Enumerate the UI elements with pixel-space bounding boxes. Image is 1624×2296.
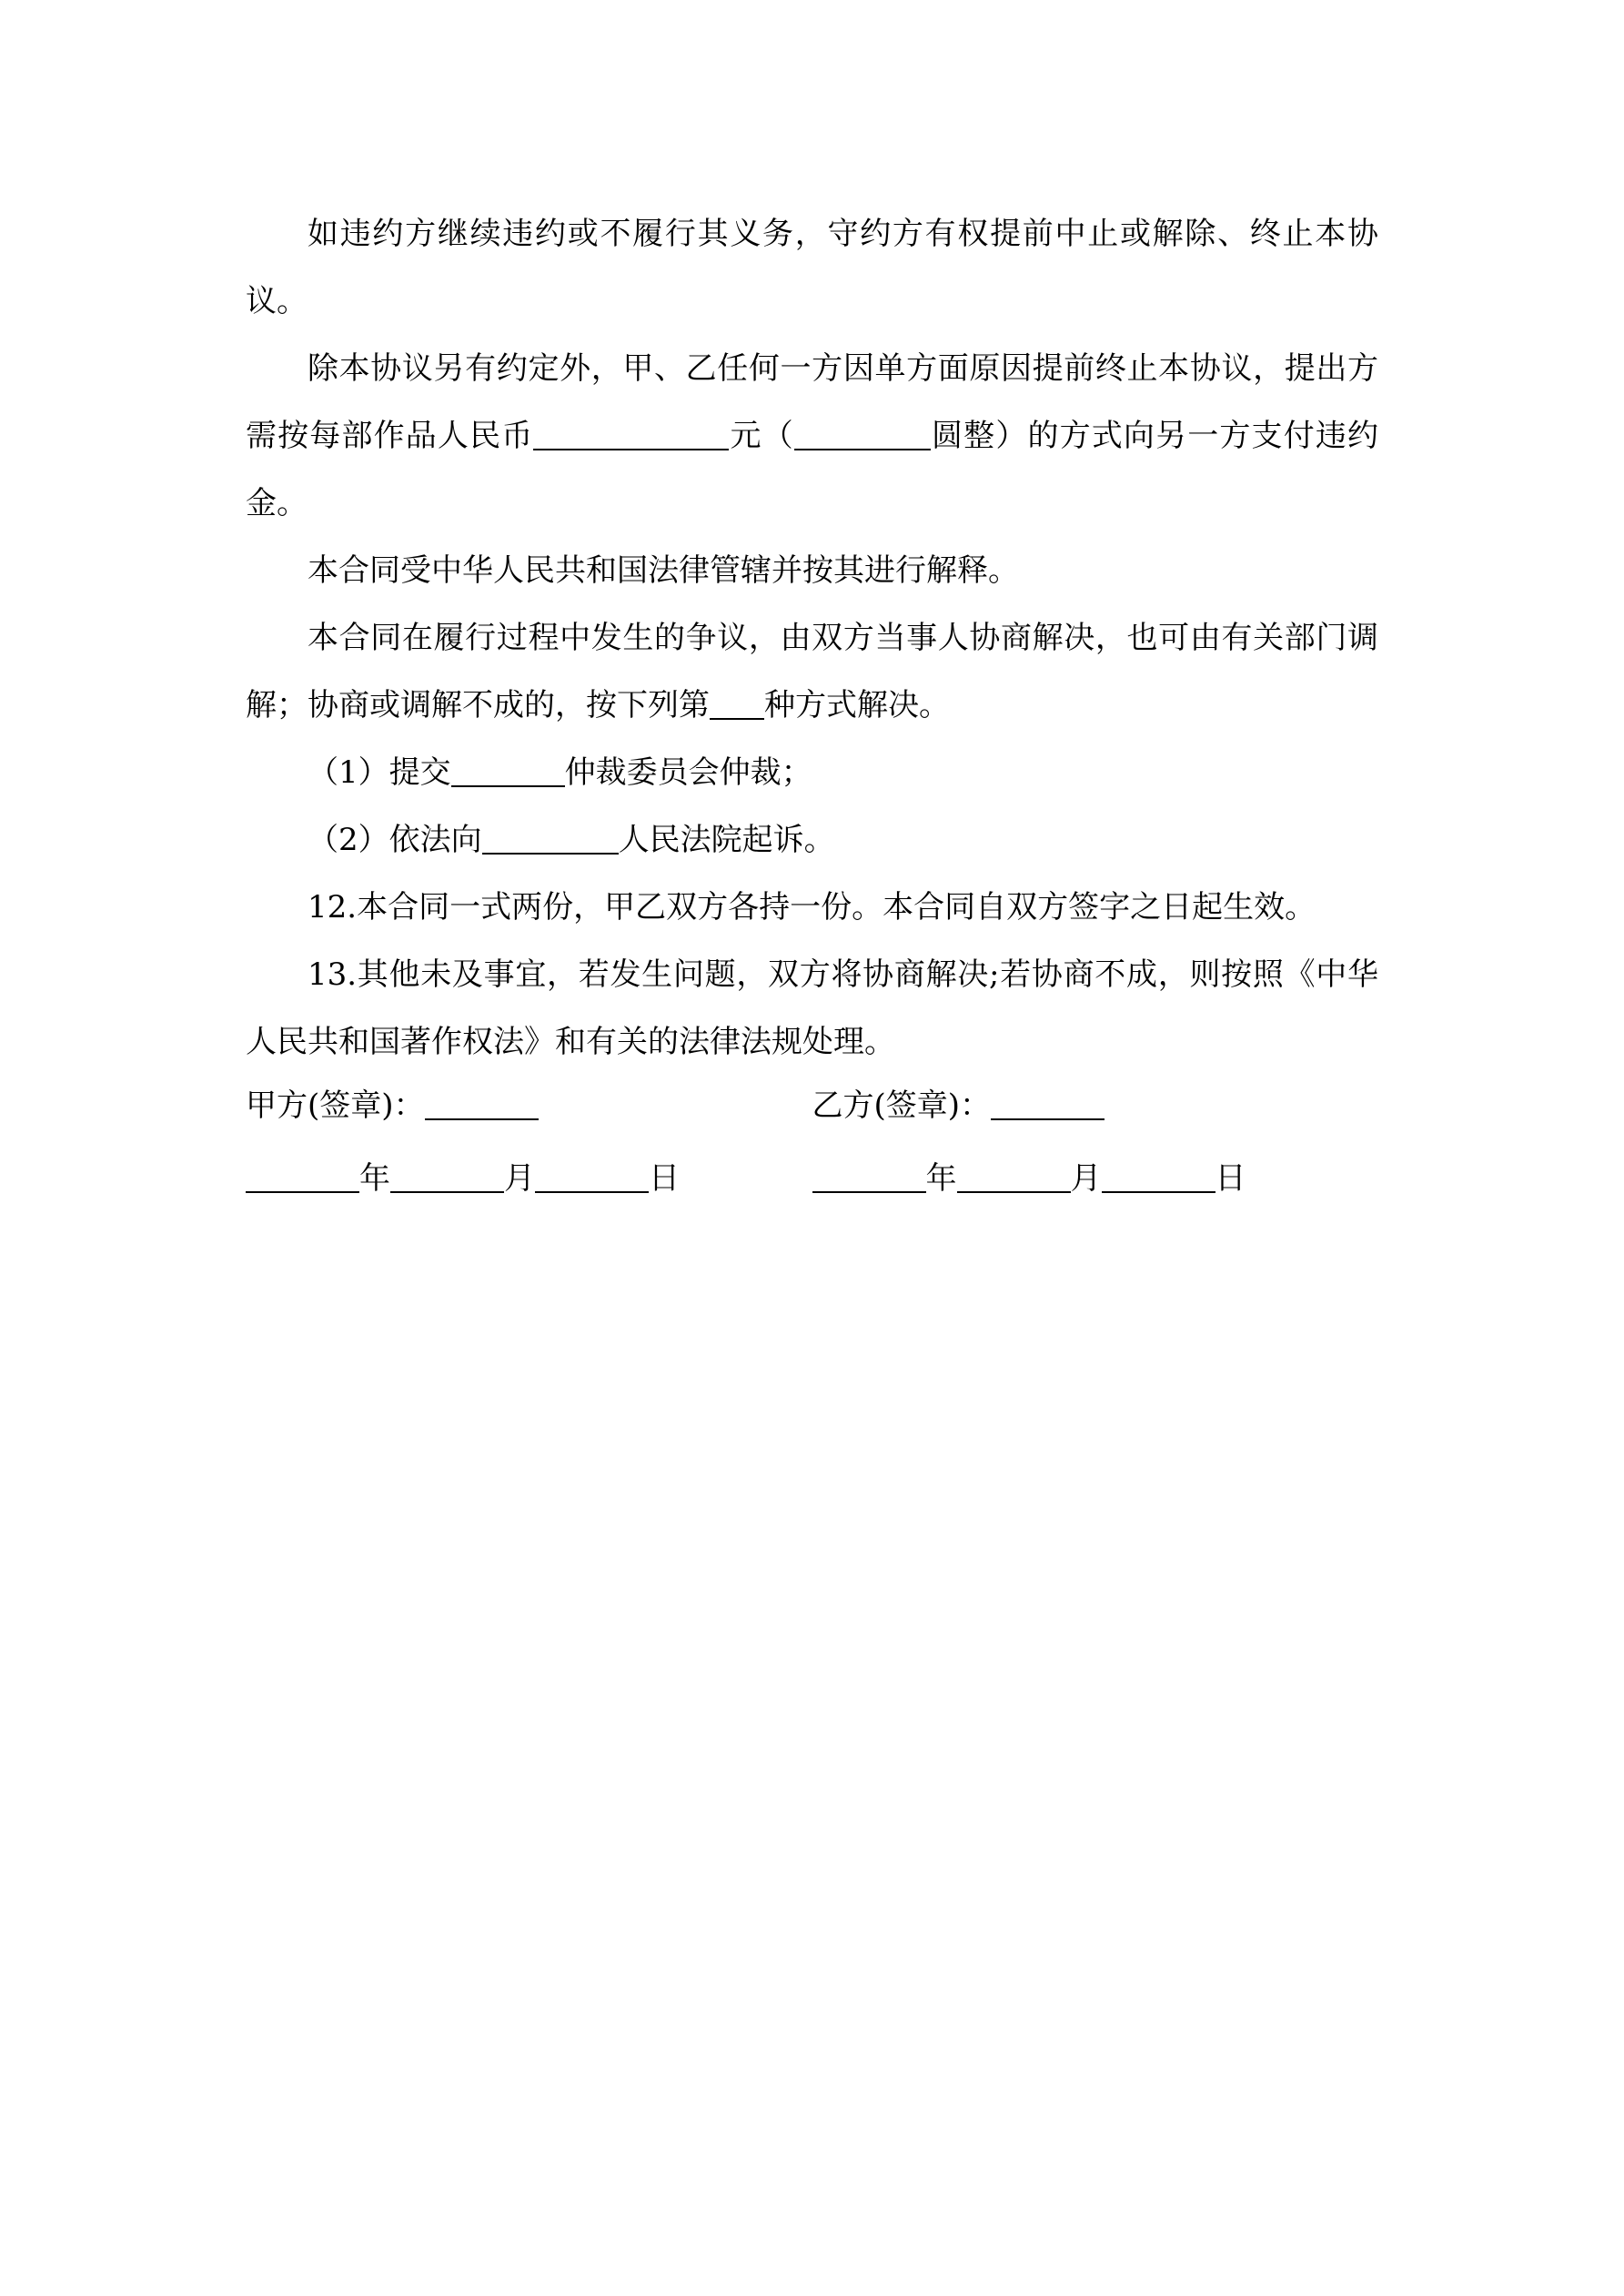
party-a-signature	[246, 1069, 812, 1142]
party-a-year-blank[interactable]	[246, 1158, 359, 1193]
clause-penalty-text-a: 除本协议另有约定外，甲、乙任何一方因单方面原因提前终止本协议，提出方需按每部作品人民币	[246, 350, 1378, 454]
party-a-label: 甲方(签章)：	[246, 1087, 425, 1124]
clause-12	[246, 874, 1378, 941]
day-label: 日	[649, 1160, 680, 1197]
clause-termination-text: 如违约方继续违约或不履行其义务，守约方有权提前中止或解除、终止本协议。	[246, 216, 1378, 319]
party-a-month-blank[interactable]	[390, 1158, 504, 1193]
arbitration-text-a: （1）提交	[308, 754, 451, 791]
clause-governing-law-text: 本合同受中华人民共和国法律管辖并按其进行解释。	[308, 552, 1019, 589]
clause-penalty-text-c: 圆整）的方式向另一方支付违约金。	[246, 418, 1379, 521]
clause-termination	[246, 200, 1378, 335]
year-label: 年	[925, 1160, 957, 1197]
clause-12-text: 12.本合同一式两份，甲乙双方各持一份。本合同自双方签字之日起生效。	[308, 889, 1316, 925]
signature-row	[246, 1069, 1378, 1142]
party-b-year-blank[interactable]	[812, 1158, 926, 1193]
clause-dispute	[246, 604, 1378, 739]
party-b-label: 乙方(签章)：	[812, 1087, 992, 1124]
clause-penalty-text-b: 元（	[729, 418, 794, 454]
dispute-option-court	[246, 806, 1378, 874]
clause-dispute-text-b: 种方式解决。	[764, 687, 950, 723]
penalty-amount-words-blank[interactable]	[794, 416, 931, 450]
year-label: 年	[359, 1160, 390, 1197]
clause-13	[246, 941, 1378, 1076]
clause-penalty	[246, 335, 1378, 537]
party-a-date	[246, 1142, 812, 1215]
penalty-amount-blank[interactable]	[533, 416, 729, 450]
court-text-a: （2）依法向	[308, 822, 482, 858]
day-label: 日	[1215, 1160, 1246, 1197]
court-name-blank[interactable]	[482, 820, 619, 855]
clause-governing-law	[246, 537, 1378, 604]
court-text-b: 人民法院起诉。	[618, 822, 835, 858]
month-label: 月	[504, 1160, 535, 1197]
signature-block	[246, 1069, 1378, 1215]
arbitration-text-b: 仲裁委员会仲裁；	[564, 754, 812, 791]
party-b-date	[812, 1142, 1379, 1215]
party-b-signature	[812, 1069, 1379, 1142]
clause-dispute-text-a: 本合同在履行过程中发生的争议，由双方当事人协商解决，也可由有关部门调解；协商或调解不成的，按下列第	[246, 620, 1378, 723]
party-a-day-blank[interactable]	[535, 1158, 649, 1193]
arbitration-committee-blank[interactable]	[451, 753, 565, 787]
clause-13-text: 13.其他未及事宜，若发生问题，双方将协商解决;若协商不成，则按照《中华人民共和国著作权法》和有关的法律法规处理。	[246, 956, 1378, 1060]
party-a-signature-blank[interactable]	[425, 1086, 539, 1120]
party-b-day-blank[interactable]	[1102, 1158, 1215, 1193]
date-row	[246, 1142, 1378, 1215]
month-label: 月	[1070, 1160, 1102, 1197]
dispute-option-arbitration	[246, 739, 1378, 806]
party-b-signature-blank[interactable]	[991, 1086, 1105, 1120]
dispute-option-blank[interactable]	[710, 685, 764, 720]
party-b-month-blank[interactable]	[957, 1158, 1071, 1193]
contract-body	[246, 200, 1378, 1076]
